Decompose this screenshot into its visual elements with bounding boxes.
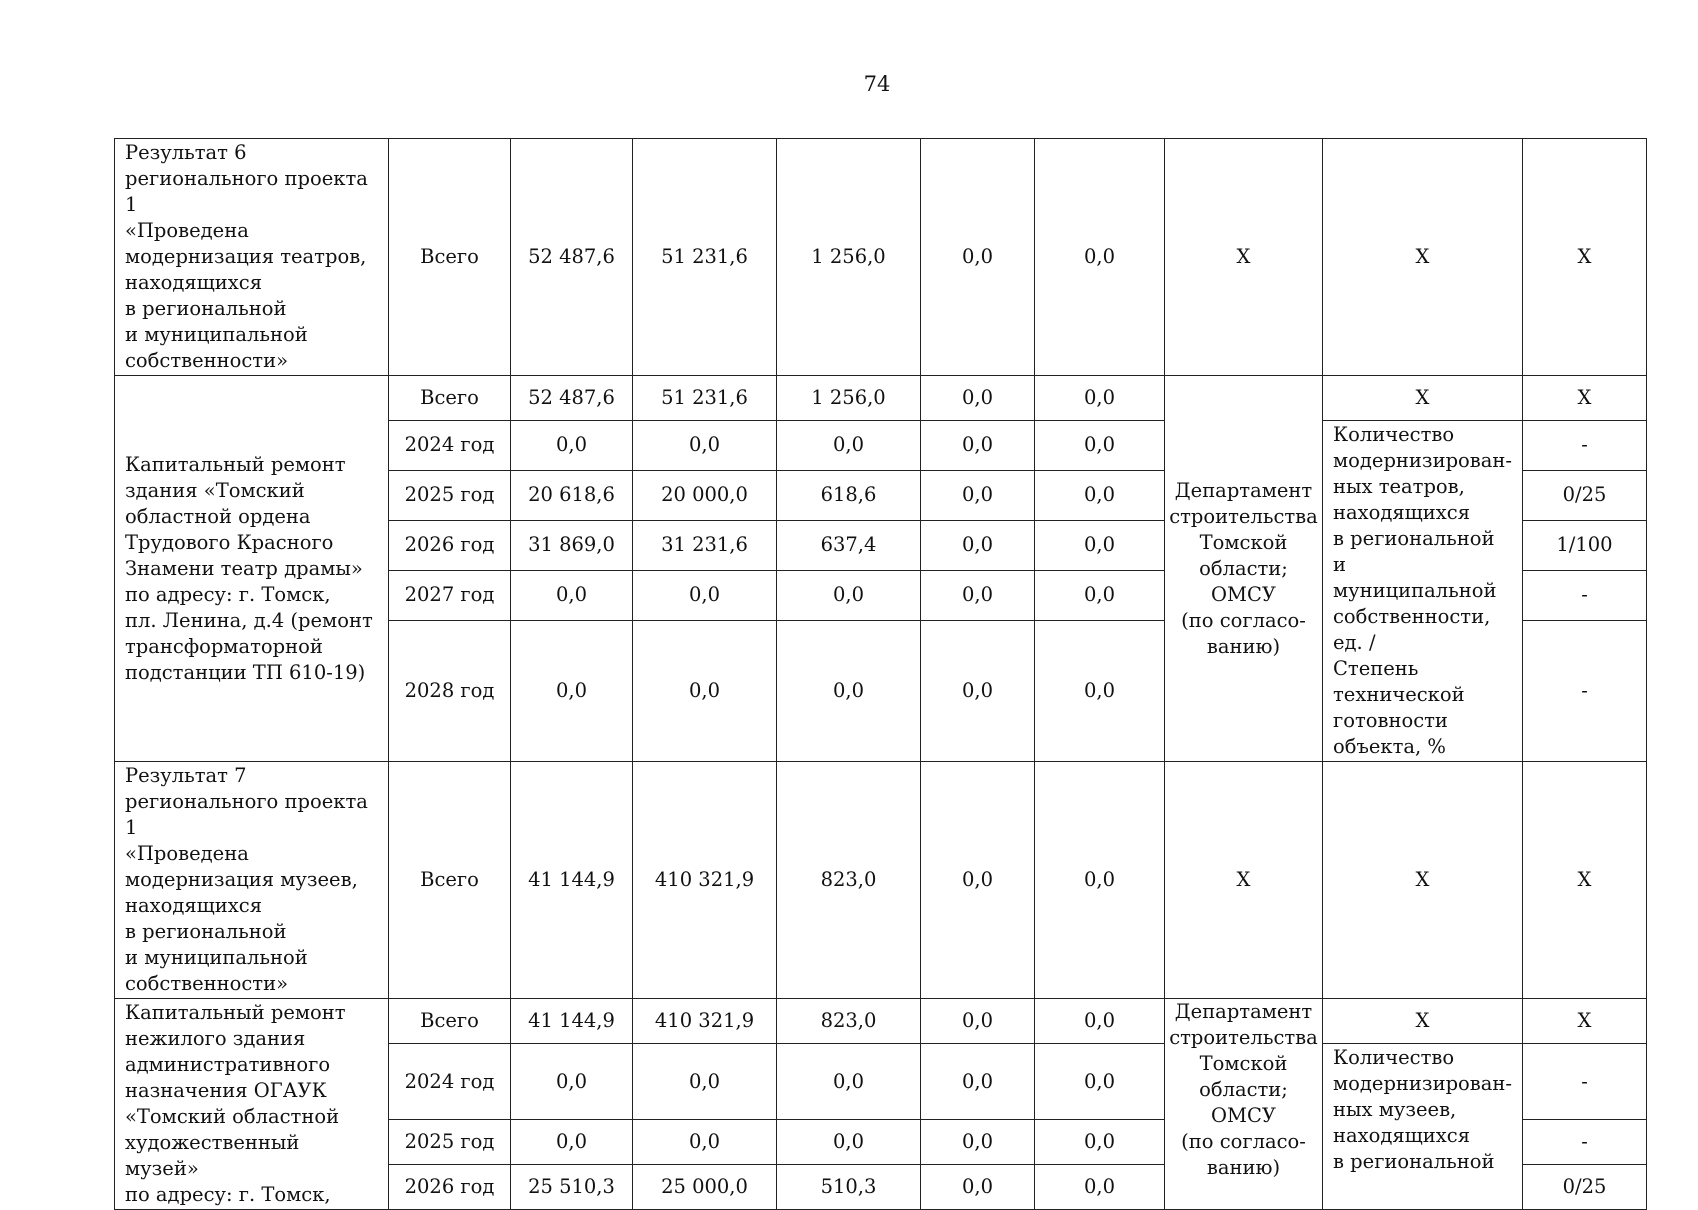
- amount-cell: 20 618,6: [511, 470, 633, 520]
- amount-cell: 0,0: [921, 139, 1035, 376]
- amount-cell: 823,0: [777, 999, 921, 1044]
- amount-cell: 0,0: [777, 570, 921, 620]
- amount-cell: 0,0: [1035, 139, 1165, 376]
- amount-cell: 0,0: [633, 620, 777, 761]
- amount-cell: 51 231,6: [633, 139, 777, 376]
- amount-cell: 0,0: [511, 570, 633, 620]
- indicator-value-cell: X: [1523, 999, 1647, 1044]
- indicator-value-cell: X: [1523, 376, 1647, 421]
- object-name: Капитальный ремонт нежилого здания административного назначения ОГАУК «Томский областной художественный музей» по адресу: г. Томск,: [115, 999, 389, 1210]
- indicator-value-cell: X: [1523, 762, 1647, 999]
- indicator-cell: X: [1323, 376, 1523, 421]
- period-cell: 2028 год: [389, 620, 511, 761]
- amount-cell: 0,0: [1035, 620, 1165, 761]
- indicator-value-cell: -: [1523, 1120, 1647, 1165]
- amount-cell: 41 144,9: [511, 762, 633, 999]
- amount-cell: 0,0: [921, 376, 1035, 421]
- indicator-value-cell: 0/25: [1523, 470, 1647, 520]
- amount-cell: 25 000,0: [633, 1165, 777, 1210]
- period-cell: Всего: [389, 139, 511, 376]
- amount-cell: 0,0: [633, 1120, 777, 1165]
- responsible-cell: Департамент строительства Томской области; ОМСУ (по согласо- ванию): [1165, 999, 1323, 1210]
- indicator-value-cell: -: [1523, 421, 1647, 471]
- amount-cell: 1 256,0: [777, 139, 921, 376]
- amount-cell: 0,0: [921, 620, 1035, 761]
- period-cell: 2025 год: [389, 1120, 511, 1165]
- amount-cell: 637,4: [777, 520, 921, 570]
- amount-cell: 0,0: [777, 421, 921, 471]
- amount-cell: 0,0: [921, 1044, 1035, 1120]
- amount-cell: 618,6: [777, 470, 921, 520]
- amount-cell: 52 487,6: [511, 139, 633, 376]
- amount-cell: 0,0: [1035, 570, 1165, 620]
- amount-cell: 0,0: [921, 520, 1035, 570]
- amount-cell: 25 510,3: [511, 1165, 633, 1210]
- amount-cell: 410 321,9: [633, 762, 777, 999]
- amount-cell: 1 256,0: [777, 376, 921, 421]
- amount-cell: 0,0: [777, 620, 921, 761]
- table-row: [115, 376, 1647, 421]
- budget-table: [114, 138, 1647, 1210]
- object-name: Капитальный ремонт здания «Томский областной ордена Трудового Красного Знамени театр драмы» по адресу: г. Томск, пл. Ленина, д.4 (ремонт трансформаторной подстанции ТП 610-19): [115, 376, 389, 762]
- indicator-value-cell: 1/100: [1523, 520, 1647, 570]
- amount-cell: 0,0: [511, 421, 633, 471]
- indicator-value-cell: -: [1523, 620, 1647, 761]
- amount-cell: 0,0: [1035, 762, 1165, 999]
- amount-cell: 0,0: [633, 1044, 777, 1120]
- period-cell: 2024 год: [389, 421, 511, 471]
- indicator-value-cell: -: [1523, 570, 1647, 620]
- amount-cell: 0,0: [633, 421, 777, 471]
- indicator-cell: Количество модернизирован- ных музеев, находящихся в региональной: [1323, 1044, 1523, 1210]
- amount-cell: 31 231,6: [633, 520, 777, 570]
- amount-cell: 823,0: [777, 762, 921, 999]
- amount-cell: 0,0: [1035, 421, 1165, 471]
- amount-cell: 0,0: [777, 1044, 921, 1120]
- responsible-cell: X: [1165, 762, 1323, 999]
- indicator-value-cell: -: [1523, 1044, 1647, 1120]
- amount-cell: 0,0: [633, 570, 777, 620]
- amount-cell: 0,0: [1035, 376, 1165, 421]
- amount-cell: 0,0: [777, 1120, 921, 1165]
- amount-cell: 0,0: [1035, 470, 1165, 520]
- amount-cell: 0,0: [511, 1120, 633, 1165]
- responsible-cell: Департамент строительства Томской области; ОМСУ (по согласо- ванию): [1165, 376, 1323, 762]
- amount-cell: 0,0: [921, 1120, 1035, 1165]
- amount-cell: 0,0: [511, 620, 633, 761]
- amount-cell: 410 321,9: [633, 999, 777, 1044]
- amount-cell: 0,0: [511, 1044, 633, 1120]
- responsible-cell: X: [1165, 139, 1323, 376]
- amount-cell: 0,0: [1035, 1120, 1165, 1165]
- amount-cell: 51 231,6: [633, 376, 777, 421]
- amount-cell: 31 869,0: [511, 520, 633, 570]
- amount-cell: 0,0: [921, 421, 1035, 471]
- indicator-cell: X: [1323, 139, 1523, 376]
- amount-cell: 0,0: [921, 1165, 1035, 1210]
- amount-cell: 0,0: [921, 762, 1035, 999]
- period-cell: 2026 год: [389, 1165, 511, 1210]
- indicator-cell: X: [1323, 999, 1523, 1044]
- amount-cell: 52 487,6: [511, 376, 633, 421]
- amount-cell: 510,3: [777, 1165, 921, 1210]
- result-row: [115, 139, 1647, 376]
- amount-cell: 0,0: [1035, 999, 1165, 1044]
- amount-cell: 0,0: [1035, 1044, 1165, 1120]
- amount-cell: 0,0: [921, 470, 1035, 520]
- table-row: [115, 999, 1647, 1044]
- amount-cell: 0,0: [1035, 1165, 1165, 1210]
- period-cell: 2027 год: [389, 570, 511, 620]
- indicator-value-cell: X: [1523, 139, 1647, 376]
- indicator-cell: X: [1323, 762, 1523, 999]
- indicator-cell: Количество модернизирован- ных театров, находящихся в региональной и муниципальной собственности, ед. / Степень технической готовности объекта, %: [1323, 421, 1523, 762]
- result-name: Результат 7 регионального проекта 1 «Проведена модернизация музеев, находящихся в региональной и муниципальной собственности»: [115, 762, 389, 999]
- period-cell: Всего: [389, 999, 511, 1044]
- period-cell: 2024 год: [389, 1044, 511, 1120]
- amount-cell: 0,0: [1035, 520, 1165, 570]
- period-cell: Всего: [389, 376, 511, 421]
- period-cell: 2025 год: [389, 470, 511, 520]
- indicator-value-cell: 0/25: [1523, 1165, 1647, 1210]
- page-number: 74: [863, 72, 891, 96]
- amount-cell: 20 000,0: [633, 470, 777, 520]
- period-cell: 2026 год: [389, 520, 511, 570]
- amount-cell: 0,0: [921, 999, 1035, 1044]
- period-cell: Всего: [389, 762, 511, 999]
- amount-cell: 41 144,9: [511, 999, 633, 1044]
- result-row: [115, 762, 1647, 999]
- result-name: Результат 6 регионального проекта 1 «Проведена модернизация театров, находящихся в региональной и муниципальной собственности»: [115, 139, 389, 376]
- amount-cell: 0,0: [921, 570, 1035, 620]
